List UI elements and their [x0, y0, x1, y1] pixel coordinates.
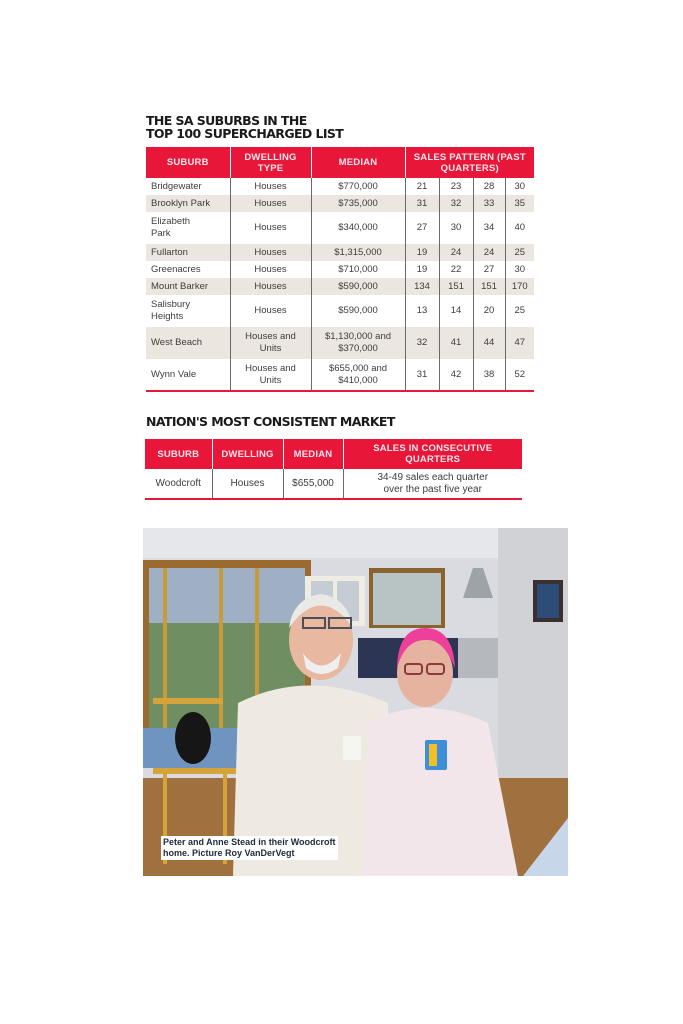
table1-heading-line2: TOP 100 SUPERCHARGED LIST	[146, 126, 344, 141]
quarter-cell: 44	[473, 327, 505, 359]
table2-heading: NATION'S MOST CONSISTENT MARKET	[146, 414, 395, 429]
dwelling-cell: Houses	[212, 469, 283, 499]
kitchen-scene-image	[143, 528, 568, 876]
quarter-cell: 14	[439, 295, 473, 327]
dwelling-cell: Houses	[230, 212, 311, 244]
median-cell: $1,315,000	[311, 244, 405, 261]
supercharged-suburbs-table	[146, 147, 534, 392]
quarter-cell: 24	[473, 244, 505, 261]
suburb-cell: Brooklyn Park	[146, 195, 230, 212]
quarter-cell: 13	[405, 295, 439, 327]
median-cell: $590,000	[311, 278, 405, 295]
suburb-cell: Mount Barker	[146, 278, 230, 295]
quarter-cell: 27	[473, 261, 505, 278]
col-header-median: MEDIAN	[283, 439, 343, 469]
quarter-cell: 25	[505, 244, 534, 261]
quarter-cell: 151	[473, 278, 505, 295]
quarter-cell: 27	[405, 212, 439, 244]
quarter-cell: 30	[514, 180, 526, 192]
dwelling-cell: Houses	[230, 178, 311, 195]
dwelling-cell: Houses	[230, 195, 311, 212]
table-row	[146, 244, 534, 261]
caption-line2: home. Picture Roy VanDerVegt	[163, 848, 295, 858]
quarter-cell: 31	[405, 195, 439, 212]
col-header-suburb: SUBURB	[145, 439, 212, 469]
quarter-cell: 24	[439, 244, 473, 261]
median-cell: $655,000	[283, 469, 343, 499]
suburb-cell: Salisbury Heights	[146, 295, 230, 327]
quarter-cell: 33	[473, 195, 505, 212]
quarter-cell: 20	[473, 295, 505, 327]
median-cell: $1,130,000 and $370,000	[311, 327, 405, 359]
table-row	[146, 195, 534, 212]
quarter-cell: 35	[505, 195, 534, 212]
dwelling-cell: Houses	[230, 278, 311, 295]
quarter-cell: 30	[514, 263, 526, 275]
suburb-cell: Elizabeth Park	[146, 212, 230, 244]
quarter-cell: 38	[473, 359, 505, 391]
col-header-suburb: SUBURB	[146, 147, 230, 178]
quarter-cell: 19	[405, 244, 439, 261]
suburb-cell: West Beach	[146, 327, 230, 359]
suburb-cell: Woodcroft	[145, 469, 212, 499]
quarter-cell: 32	[405, 327, 439, 359]
quarter-cell: 151	[439, 278, 473, 295]
table-row	[146, 178, 534, 195]
suburb-cell: Bridgewater	[146, 178, 230, 195]
col-header-median: MEDIAN	[311, 147, 405, 178]
table-row	[146, 278, 534, 295]
dwelling-cell: Houses and Units	[230, 359, 311, 391]
quarter-cell: 41	[439, 327, 473, 359]
median-cell: $770,000	[311, 178, 405, 195]
quarter-cell: 170	[505, 278, 534, 295]
suburb-cell: Wynn Vale	[146, 359, 230, 391]
col-header-sales-pattern: SALES PATTERN (PAST QUARTERS)	[405, 147, 534, 178]
dwelling-cell: Houses	[230, 261, 311, 278]
table-row	[145, 469, 522, 499]
dwelling-cell: Houses	[230, 244, 311, 261]
quarter-cell: 23	[439, 178, 473, 195]
table1-heading-line1: THE SA SUBURBS IN THE	[146, 113, 307, 128]
table-row	[146, 359, 534, 391]
quarter-cell: 52	[514, 368, 526, 380]
table-row	[146, 295, 534, 327]
quarter-cell: 34	[473, 212, 505, 244]
quarter-cell: 25	[514, 305, 526, 316]
quarter-cell: 47	[505, 327, 534, 359]
quarter-cell: 134	[405, 278, 439, 295]
quarter-cell: 19	[405, 261, 439, 278]
dwelling-cell: Houses and Units	[230, 327, 311, 359]
table-row	[146, 212, 534, 244]
table-row	[146, 261, 534, 278]
table1-heading	[146, 114, 343, 140]
median-cell: $340,000	[311, 212, 405, 244]
quarter-cell: 28	[473, 178, 505, 195]
quarter-cell: 31	[405, 359, 439, 391]
photo-peter-and-anne-stead	[143, 528, 568, 876]
median-cell: $710,000	[311, 261, 405, 278]
caption-line1: Peter and Anne Stead in their Woodcroft	[163, 837, 336, 847]
col-header-dwelling: DWELLING	[212, 439, 283, 469]
col-header-dwelling-type: DWELLING TYPE	[230, 147, 311, 178]
suburb-cell: Fullarton	[146, 244, 230, 261]
median-cell: $590,000	[311, 295, 405, 327]
quarter-cell: 30	[439, 212, 473, 244]
median-cell: $735,000	[311, 195, 405, 212]
sales-cell: 34-49 sales each quarter over the past five year	[377, 471, 489, 495]
col-header-sales-consecutive: SALES IN CONSECUTIVE QUARTERS	[343, 439, 522, 469]
quarter-cell: 32	[439, 195, 473, 212]
quarter-cell: 22	[439, 261, 473, 278]
dwelling-cell: Houses	[230, 295, 311, 327]
median-cell: $655,000 and $410,000	[311, 359, 405, 391]
consistent-market-table	[145, 439, 522, 500]
quarter-cell: 42	[439, 359, 473, 391]
quarter-cell: 21	[405, 178, 439, 195]
photo-caption	[161, 836, 338, 860]
table-row	[146, 327, 534, 359]
suburb-cell: Greenacres	[146, 261, 230, 278]
quarter-cell: 40	[514, 222, 526, 233]
